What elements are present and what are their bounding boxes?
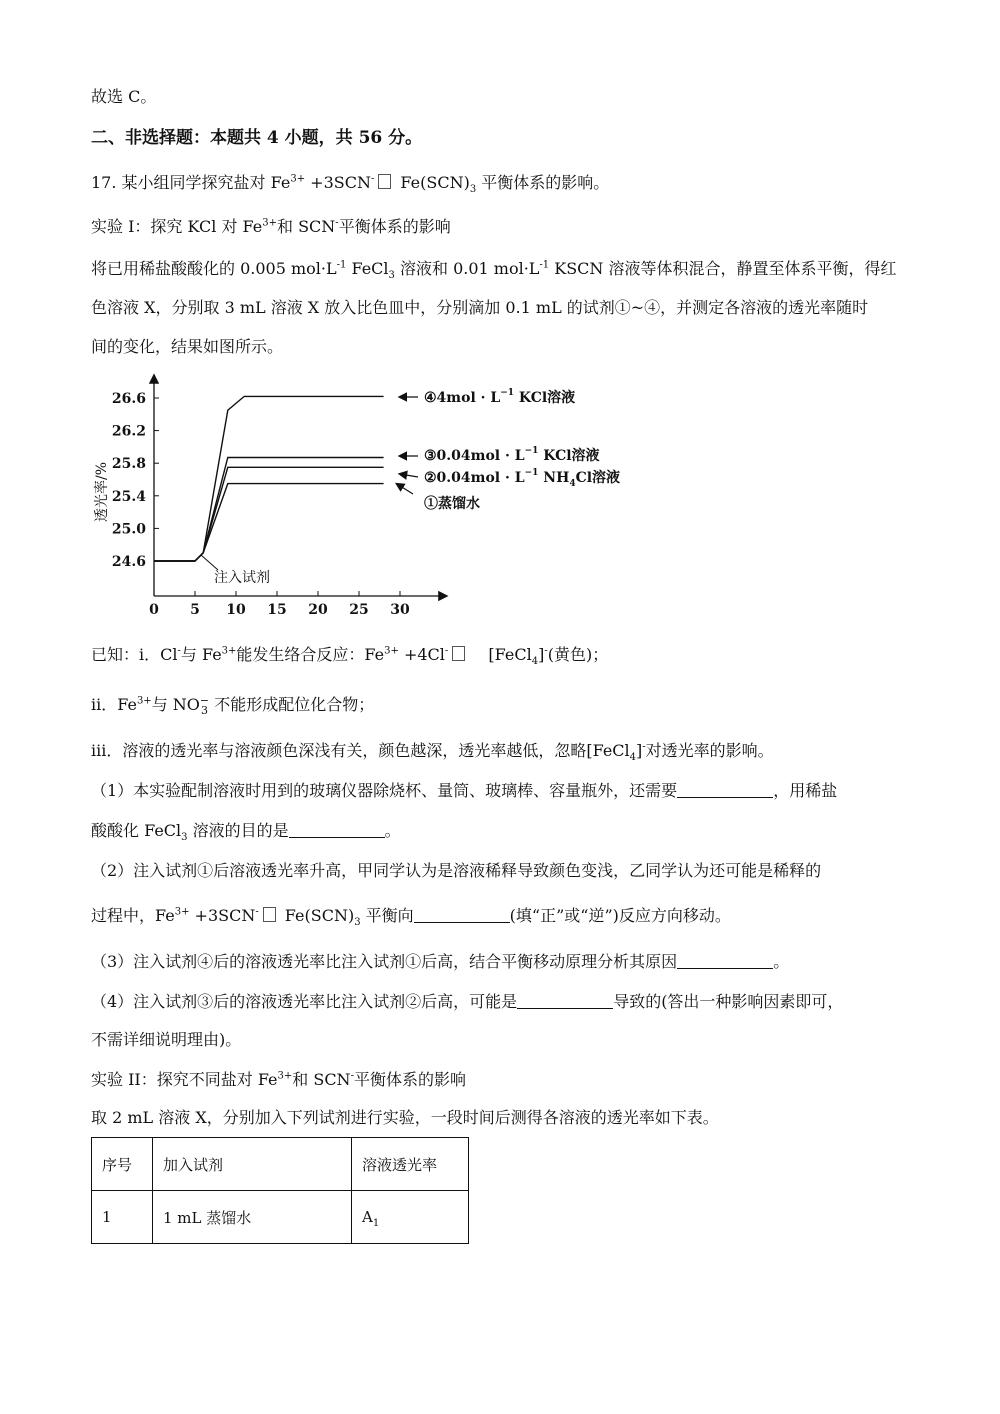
y-tick-label: 26.2 — [111, 423, 146, 440]
known-ii: ii．$Fe^{3+}$与 NO− 3 不能形成配位化合物； — [91, 693, 375, 717]
x-tick-label: 20 — [308, 602, 328, 618]
x-tick-label: 10 — [226, 602, 246, 618]
question-1-line-1: （1）本实验配制溶液时用到的玻璃仪器除烧杯、量筒、玻璃棒、容量瓶外，还需要 ，用稀盐 — [91, 781, 838, 800]
results-table — [91, 1137, 469, 1244]
experiment-2-title: 实验 II：探究不同盐对 $Fe^{3+}$和 SCN-平衡体系的影响 — [91, 1070, 466, 1089]
section-heading: 二、非选择题：本题共 4 小题，共 56 分。 — [91, 128, 423, 148]
series-line-2 — [154, 467, 384, 561]
x-tick-label: 15 — [267, 602, 287, 618]
x-tick-label: 0 — [149, 602, 159, 618]
experiment-1-title: 实验 I：探究 KCl 对 $Fe^{3+}$和 SCN-平衡体系的影响 — [91, 217, 451, 236]
known-i: 已知：i．Cl-与 $Fe^{3+}$能发生络合反应：$Fe^{3+} +4Cl^-$ [FeCl$_4$]-(黄色)； — [91, 645, 609, 668]
series-line-1 — [154, 484, 384, 561]
experiment-2-paragraph: 取 2 mL 溶液 X，分别加入下列试剂进行实验，一段时间后测得各溶液的透光率如下表。 — [91, 1108, 719, 1127]
legend-arrow-series-1 — [397, 484, 413, 494]
question-4-line-1: （4）注入试剂③后的溶液透光率比注入试剂②后高，可能是 导致的(答出一种影响因素即可， — [91, 992, 844, 1011]
table-header-row — [92, 1138, 469, 1191]
y-tick-label: 25.4 — [111, 488, 146, 505]
question-3: （3）注入试剂④后的溶液透光率比注入试剂①后高，结合平衡移动原理分析其原因 。 — [91, 952, 790, 971]
x-tick-label: 30 — [390, 602, 410, 618]
table-header-cell: 序号 — [92, 1138, 153, 1191]
experiment-1-paragraph-1: 将已用稀盐酸酸化的 0.005 $mol\cdot L^{-1}$ FeCl$_3$ 溶液和 0.01 $mol\cdot L^{-1}$ KSCN 溶液等体积混合，静置至体系平衡，得红 — [91, 259, 897, 282]
known-iii: iii．溶液的透光率与溶液颜色深浅有关，颜色越深，透光率越低，忽略[FeCl$_4$]-对透光率的影响。 — [91, 741, 774, 764]
y-tick-label: 25.0 — [111, 521, 146, 538]
text-line-conclusion: 故选 C。 — [91, 87, 157, 106]
answer-blank[interactable] — [289, 821, 385, 838]
experiment-1-paragraph-2: 色溶液 X，分别取 3 mL 溶液 X 放入比色皿中，分别滴加 0.1 mL 的试剂①~④，并测定各溶液的透光率随时 — [91, 298, 869, 317]
series-line-4 — [154, 396, 384, 561]
legend-label-series-4: ④4mol · $L^{-1}$ KCl溶液 — [424, 388, 576, 406]
chart-axes — [154, 376, 446, 596]
table-header-cell: 溶液透光率 — [352, 1138, 469, 1191]
question-2-line-2: 过程中，$Fe^{3+} +3SCN^-$ $Fe(SCN)_3$ 平衡向 (填“正”或“逆”)反应方向移动。 — [91, 906, 731, 929]
y-tick-label: 24.6 — [111, 554, 146, 570]
answer-blank[interactable] — [677, 952, 773, 969]
legend-label-series-1: ①蒸馏水 — [424, 496, 480, 512]
legend-label-series-3: ③0.04mol · $L^{-1}$ KCl溶液 — [424, 446, 600, 464]
y-axis-label: 透光率/% — [94, 461, 110, 523]
x-tick-label: 25 — [349, 602, 369, 618]
chart-series — [154, 396, 384, 561]
inject-annotation: 注入试剂 — [214, 570, 270, 586]
x-tick-label: 5 — [190, 602, 200, 618]
y-tick-label: 26.6 — [111, 391, 146, 407]
y-tick-label: 25.8 — [111, 456, 146, 473]
equilibrium-symbol — [378, 174, 391, 189]
equilibrium-symbol — [263, 907, 276, 922]
question-17-stem: 17. 某小组同学探究盐对 $Fe^{3+} +3SCN^-$ $Fe(SCN)_3$ 平衡体系的影响。 — [91, 173, 610, 196]
legend-label-series-2: ②0.04mol · $L^{-1}$ $NH_4Cl$溶液 — [424, 468, 621, 489]
equilibrium-symbol — [452, 646, 465, 661]
question-2-line-1: （2）注入试剂①后溶液透光率升高，甲同学认为是溶液稀释导致颜色变浅，乙同学认为还可能是稀释的 — [91, 861, 822, 880]
table-header-cell: 加入试剂 — [153, 1138, 352, 1191]
question-4-line-2: 不需详细说明理由)。 — [91, 1030, 242, 1049]
legend-arrow-series-2 — [400, 474, 418, 477]
table-cell: 1 — [92, 1191, 153, 1244]
experiment-1-paragraph-3: 间的变化，结果如图所示。 — [91, 337, 284, 356]
series-line-3 — [154, 458, 384, 562]
answer-blank[interactable] — [414, 906, 510, 923]
table-cell: 1 mL 蒸馏水 — [153, 1191, 352, 1244]
transmittance-chart — [88, 370, 628, 625]
inject-annotation-arrow — [201, 555, 218, 570]
answer-blank[interactable] — [517, 992, 613, 1009]
answer-blank[interactable] — [677, 781, 773, 798]
table-row — [92, 1191, 469, 1244]
table-cell: $A_1$ — [352, 1191, 469, 1244]
question-1-line-2: 酸酸化 FeCl$_3$ 溶液的目的是 。 — [91, 821, 401, 844]
